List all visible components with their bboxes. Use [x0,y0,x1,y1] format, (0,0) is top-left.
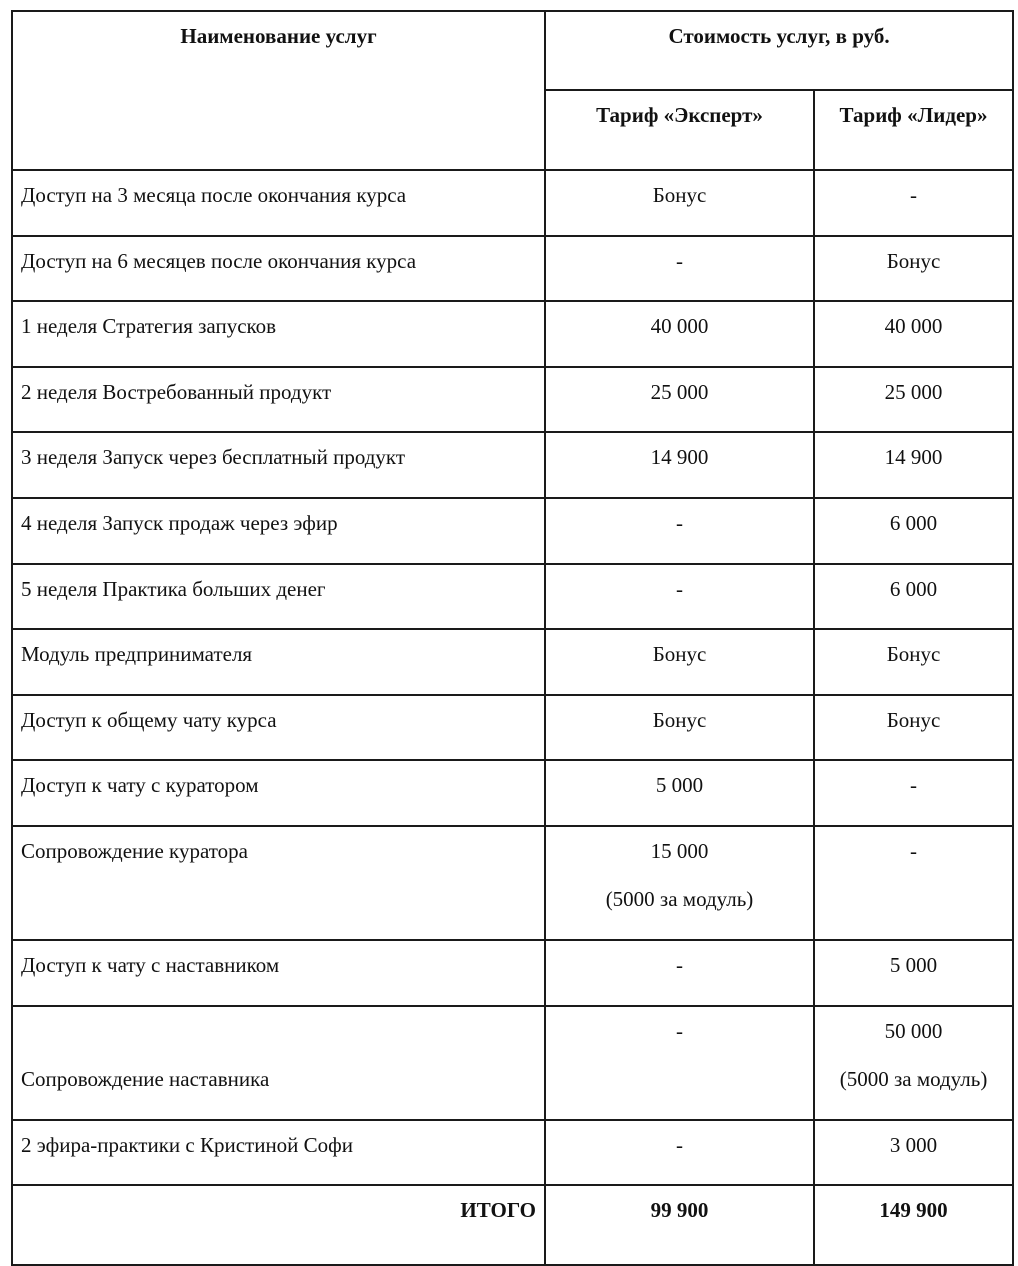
total-label: ИТОГО [12,1185,545,1265]
leader-cost: - [814,170,1013,236]
table-row [12,1120,1013,1186]
header-cost: Стоимость услуг, в руб. [545,11,1013,90]
table-row [12,826,1013,940]
header-tariff-expert: Тариф «Эксперт» [545,90,814,170]
table-row [12,760,1013,826]
header-tariff-leader: Тариф «Лидер» [814,90,1013,170]
table-row [12,940,1013,1006]
table-row [12,1006,1013,1120]
leader-cost: Бонус [814,629,1013,695]
service-name: 4 неделя Запуск продаж через эфир [12,498,545,564]
total-expert: 99 900 [545,1185,814,1265]
service-name: Доступ к чату с наставником [12,940,545,1006]
expert-cost: - [545,564,814,630]
leader-cost: 5 000 [814,940,1013,1006]
leader-cost: Бонус [814,695,1013,761]
service-name: 1 неделя Стратегия запусков [12,301,545,367]
expert-cost: 5 000 [545,760,814,826]
leader-cost: 6 000 [814,564,1013,630]
expert-cost: Бонус [545,170,814,236]
leader-cost: 14 900 [814,432,1013,498]
leader-cost: Бонус [814,236,1013,302]
expert-cost-note: (5000 за модуль) [605,886,754,911]
service-name: Доступ на 6 месяцев после окончания курса [12,236,545,302]
expert-cost: 25 000 [545,367,814,433]
service-name: Доступ к чату с куратором [12,760,545,826]
table-row [12,695,1013,761]
expert-cost: - [545,1120,814,1186]
service-name: 5 неделя Практика больших денег [12,564,545,630]
expert-cost: 40 000 [545,301,814,367]
table-row [12,367,1013,433]
leader-cost-note: (5000 за модуль) [839,1066,988,1091]
price-table [11,10,1014,1266]
service-name: Доступ к общему чату курса [12,695,545,761]
service-name: Сопровождение наставника [21,1066,270,1091]
leader-cost: - [814,760,1013,826]
table-row [12,301,1013,367]
leader-cost: 25 000 [814,367,1013,433]
table-row [12,498,1013,564]
expert-cost: - [545,940,814,1006]
leader-cost: 50 000 [884,1018,943,1043]
table-row [12,629,1013,695]
total-leader: 149 900 [814,1185,1013,1265]
header-service-name: Наименование услуг [12,11,545,170]
expert-cost: Бонус [545,629,814,695]
service-name: 2 эфира-практики с Кристиной Софи [12,1120,545,1186]
service-name: 3 неделя Запуск через бесплатный продукт [12,432,545,498]
total-row [12,1185,1013,1265]
table-row [12,564,1013,630]
service-name-cell [12,1006,545,1120]
service-name: Сопровождение куратора [12,826,545,940]
expert-cost: Бонус [545,695,814,761]
table-row [12,236,1013,302]
leader-cost: 3 000 [814,1120,1013,1186]
expert-cost: - [545,1006,814,1120]
expert-cost-cell [545,826,814,940]
table-row [12,170,1013,236]
service-name: Доступ на 3 месяца после окончания курса [12,170,545,236]
leader-cost-cell [814,1006,1013,1120]
expert-cost: 14 900 [545,432,814,498]
leader-cost: 40 000 [814,301,1013,367]
service-name: 2 неделя Востребованный продукт [12,367,545,433]
expert-cost: 15 000 [650,838,709,863]
expert-cost: - [545,236,814,302]
service-name: Модуль предпринимателя [12,629,545,695]
header-row-1 [12,11,1013,90]
leader-cost: - [814,826,1013,940]
leader-cost: 6 000 [814,498,1013,564]
expert-cost: - [545,498,814,564]
table-row [12,432,1013,498]
